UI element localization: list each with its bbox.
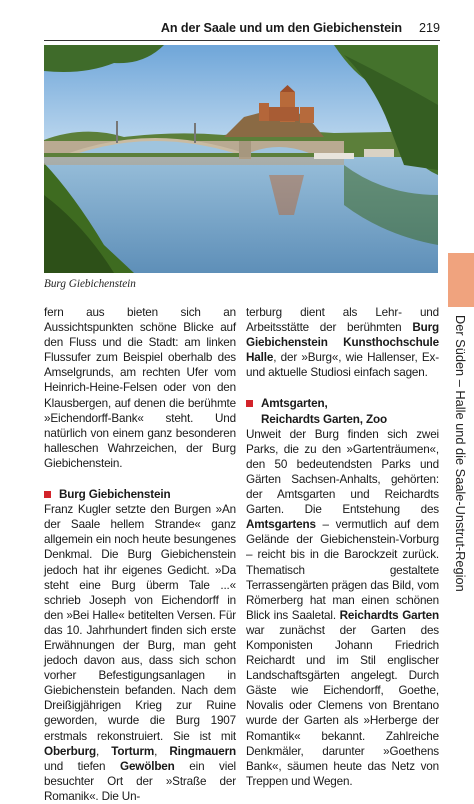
section-heading-text: Burg Giebichenstein bbox=[59, 488, 171, 502]
running-header bbox=[44, 20, 440, 41]
school-paragraph: terburg dient als Lehr- und Arbeitsstätte der berühmten Burg Giebichenstein Kunsthochschule Halle, der »Burg«, wie Hallenser, Ex- und aktuelle Studiosi einfach sagen. bbox=[246, 306, 439, 380]
keyword-kunsthochschule: Burg Giebichenstein Kunsthochschule Halle bbox=[246, 321, 439, 365]
photo-caption: Burg Giebichenstein bbox=[44, 278, 136, 290]
castle-photo bbox=[44, 45, 438, 273]
keyword-oberburg: Oberburg bbox=[44, 744, 97, 758]
keyword-torturm: Torturm bbox=[111, 744, 155, 758]
text-column-right bbox=[246, 305, 439, 789]
chapter-side-label bbox=[448, 315, 474, 615]
section-heading-burg bbox=[44, 487, 236, 502]
section-bullet-icon bbox=[246, 400, 253, 407]
section-heading-text: Amtsgarten, Reichardts Garten, Zoo bbox=[261, 397, 387, 426]
gardens-paragraph: Unweit der Burg finden sich zwei Parks, die zu den »Gartenträumen«, den 50 bedeutendsten Parks und Gärten Sachsen-Anhalts, gehörten: der Amtsgarten und Reichardts Garten. Die Entstehung des Amtsgartens – vermutlich auf dem Gelände der Giebichenstein-Vorburg – reicht bis in die Barockzeit zurück. Thematisch gestaltete Terrassengärten prägen das Bild, vom Römerberg hat man einen schönen Blick ins Saaletal. Reichardts Garten war zunächst der Garten des Komponisten Johann Friedrich Reichardt und im Stil englischer Landschaftsgärten angelegt. Durch Gäste wie Eichendorff, Goethe, Novalis oder Clemens von Brentano wurde der Garten als »Herberge der Romantik« bekannt. Zahlreiche Denkmäler, darunter »Goethens Bank«, säumen heute das Netz von Treppen und Wegen. bbox=[246, 427, 439, 788]
section-bullet-icon bbox=[44, 491, 51, 498]
keyword-gewoelben: Gewölben bbox=[120, 759, 175, 773]
keyword-reichardts-garten: Reichardts Garten bbox=[339, 608, 439, 622]
chapter-tab-marker bbox=[448, 253, 474, 307]
keyword-ringmauern: Ringmauern bbox=[169, 744, 236, 758]
keyword-amtsgartens: Amtsgartens bbox=[246, 518, 316, 532]
text-column-left bbox=[44, 305, 236, 804]
chapter-title: An der Saale und um den Giebichenstein bbox=[160, 21, 402, 35]
burg-paragraph: Franz Kugler setzte den Burgen »An der Saale hellem Strande« ganz allgemein ein noch heute besungenes Denkmal. Die Burg Giebichenstein jedoch hat ihr eigenes Gedicht. »Da steht eine Burg überm Tale ...« schrieb Joseph von Eichendorff in den »Bei Halle« betitelten Versen. Für das 10. Jahrhundert finden sich erste Erwähnungen der Burg, man geht jedoch davon aus, dass sich schon vorher Befestigungsanlagen in Giebichenstein befanden. Nach dem Dreißigjährigen Krieg zur Ruine geworden, wurde die Burg 1907 erstmals rekonstruiert. Sie ist mit Oberburg, Torturm, Ringmauern und tiefen Gewölben ein viel besuchter Ort der »Straße der Romanik«. Die Un- bbox=[44, 503, 236, 803]
page-number: 219 bbox=[418, 21, 440, 35]
section-heading-amtsgarten bbox=[246, 396, 439, 426]
chapter-side-text: Der Süden – Halle und die Saale-Unstrut-Region bbox=[453, 315, 468, 592]
intro-paragraph: fern aus bieten sich an Aussichtspunkten schöne Blicke auf den Fluss und die Stadt: am linken Flussufer zum Beispiel oberhalb des Amselgrunds, am rechten Ufer vom Heinrich-Heine-Felsen oder von den Klausbergen, auf denen die berühmte »Eichendorff-Bank« steht. Und natürlich von einem ganz besonderen halleschen Wahrzeichen, der Burg Giebichenstein. bbox=[44, 306, 236, 470]
